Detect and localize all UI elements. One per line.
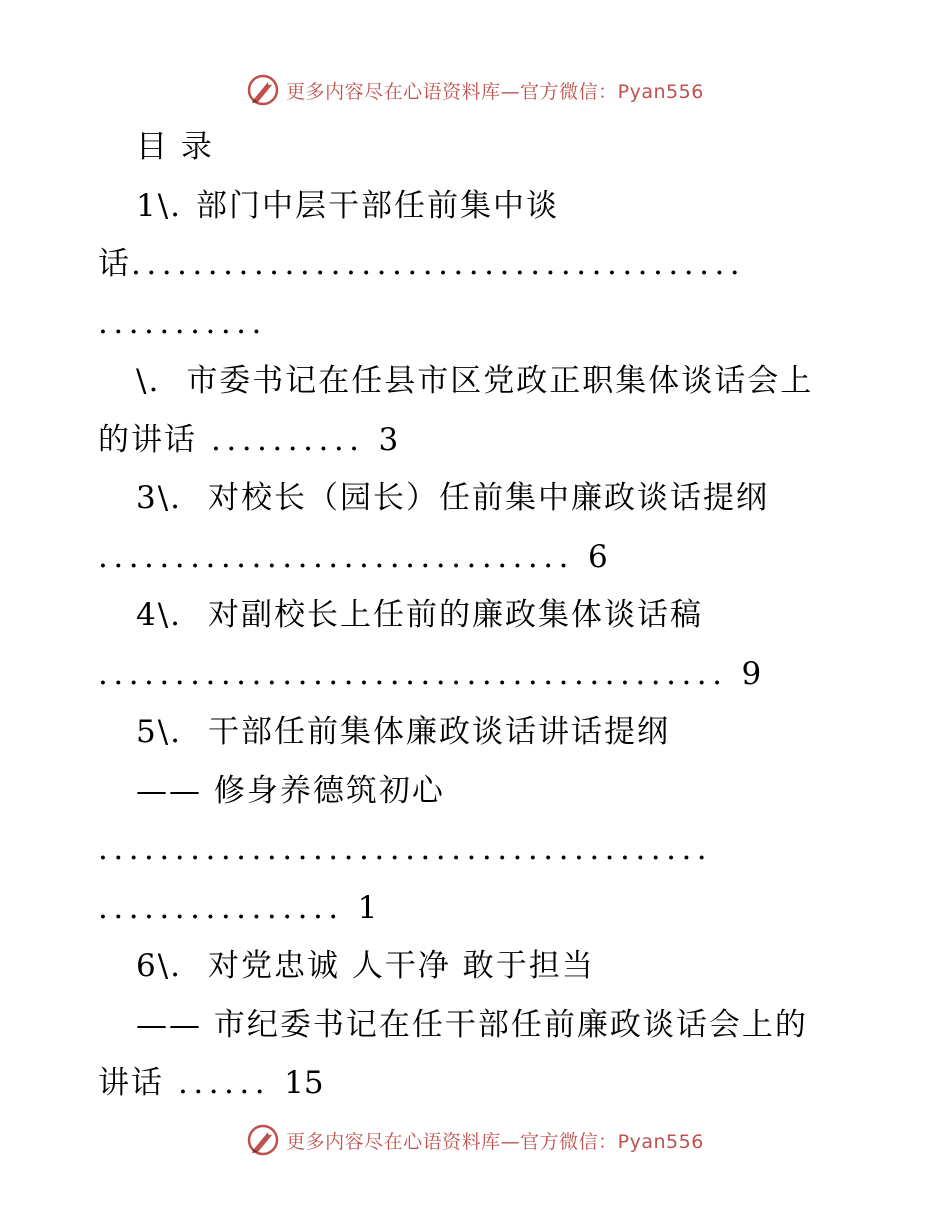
toc-entry-title: 对党忠诚 人干净 敢于担当	[208, 948, 595, 984]
toc-entry-1-cont-line[interactable]	[98, 235, 858, 294]
header-banner-text: 更多内容尽在心语资料库—官方微信：Pyan556	[286, 80, 704, 103]
toc-leader-dots: ..........	[211, 421, 365, 458]
toc-entry-title-cont: 的讲话	[98, 421, 197, 458]
toc-entry-title-cont: 话	[98, 246, 131, 282]
toc-page-number: 1	[357, 889, 378, 926]
pen-logo-icon	[246, 1123, 280, 1157]
toc-leader-dots: ......	[178, 1065, 271, 1101]
toc-entry-2-title-line[interactable]	[98, 352, 858, 411]
toc-leader-dots: ................	[98, 889, 344, 926]
toc-entry-2-cont-line[interactable]	[98, 411, 858, 470]
footer-banner-text: 更多内容尽在心语资料库—官方微信：Pyan556	[286, 1130, 704, 1153]
toc-entry-1-dots-line[interactable]	[98, 294, 858, 353]
header-banner	[0, 70, 950, 110]
toc-entry-1-title-line[interactable]	[98, 177, 858, 236]
toc-leader-dots: .........................................	[98, 655, 728, 692]
toc-entry-5-title-line[interactable]	[98, 703, 858, 762]
toc-entry-title: 市委书记在任县市区党政正职集体谈话会上	[186, 363, 814, 399]
toc-entry-6-subtitle-line[interactable]	[98, 996, 858, 1055]
toc-entry-title: 对副校长上任前的廉政集体谈话稿	[208, 597, 704, 633]
toc-page-number: 15	[284, 1065, 324, 1101]
toc-entry-title: 干部任前集体廉政谈话讲话提纲	[208, 714, 671, 750]
toc-entry-number: 1\.	[136, 187, 183, 224]
toc-entry-6-title-line[interactable]	[98, 937, 858, 996]
toc-entry-number: 4\.	[136, 597, 183, 633]
toc-entry-5-dots-line-2[interactable]	[98, 879, 858, 938]
toc-entry-title-cont: 讲话	[98, 1065, 164, 1101]
toc-entry-number: 6\.	[136, 948, 183, 984]
toc-page-number: 6	[587, 538, 608, 575]
footer-banner	[0, 1120, 950, 1160]
toc-leader-dots: ........................................	[98, 831, 713, 867]
toc-entry-4-title-line[interactable]	[98, 586, 858, 645]
toc-leader-dots: ...............................	[98, 538, 574, 575]
toc-entry-4-dots-line[interactable]	[98, 645, 858, 704]
toc-entry-number: 5\.	[136, 714, 183, 750]
toc-entry-5-dots-line[interactable]	[98, 820, 858, 879]
pen-logo-icon	[246, 73, 280, 107]
toc-entry-title: 对校长（园长）任前集中廉政谈话提纲	[208, 480, 770, 516]
toc-page-number: 3	[378, 421, 399, 458]
toc-entry-5-subtitle-line[interactable]	[98, 762, 858, 821]
toc-leader-dots: ...........	[98, 304, 267, 341]
toc-entry-3-dots-line[interactable]	[98, 528, 858, 587]
toc-entry-title: 部门中层干部任前集中谈	[196, 187, 560, 224]
toc-entry-subtitle: —— 市纪委书记在任干部任前廉政谈话会上的	[136, 1006, 808, 1043]
toc-page-number: 9	[741, 655, 762, 692]
toc-entry-number: \.	[136, 363, 161, 399]
toc-entry-number: 3\.	[136, 480, 183, 516]
toc-entry-subtitle: —— 修身养德筑初心	[136, 772, 445, 809]
toc-entry-3-title-line[interactable]	[98, 469, 858, 528]
table-of-contents	[98, 118, 858, 1113]
toc-leader-dots: ........................................	[131, 246, 746, 282]
toc-heading: 目 录	[136, 129, 214, 165]
toc-entry-6-cont-line[interactable]	[98, 1054, 858, 1113]
